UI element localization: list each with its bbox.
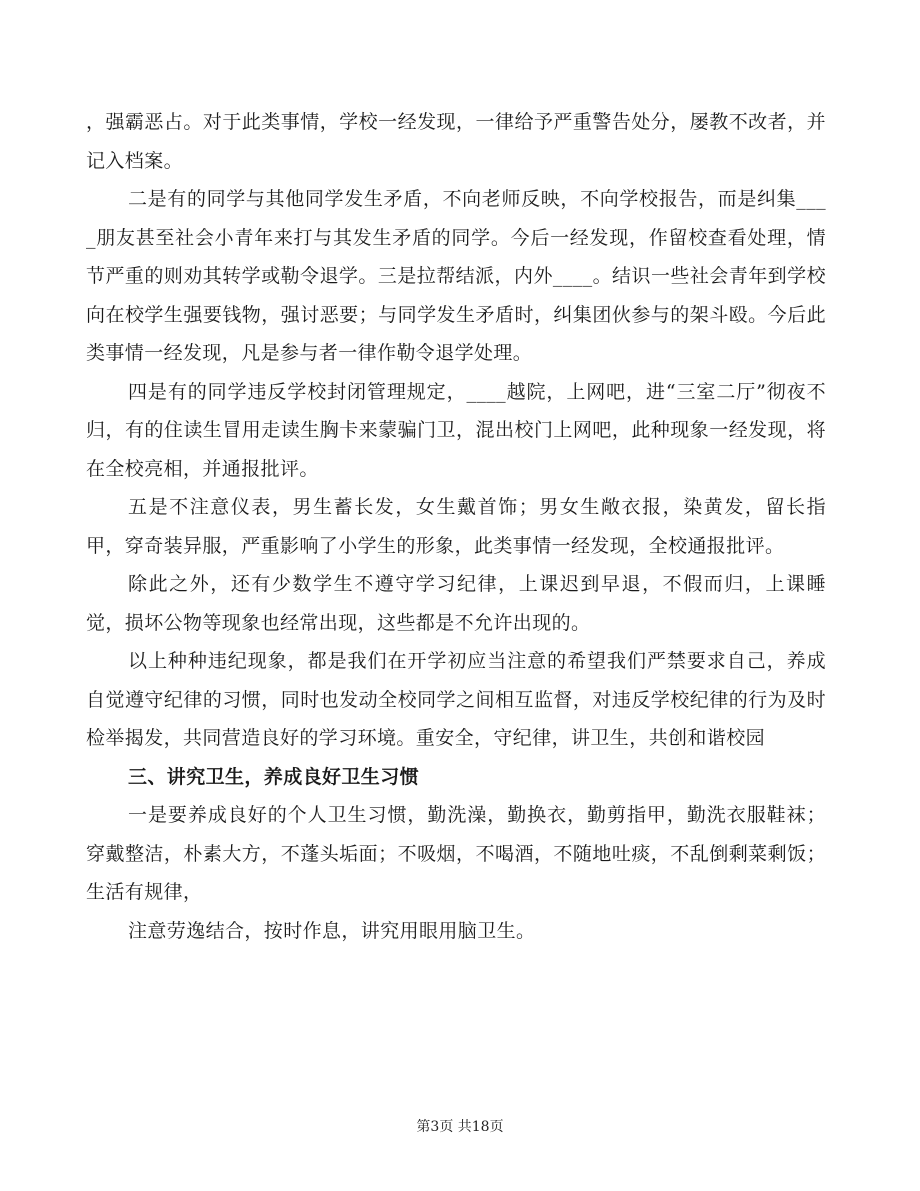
paragraph-other: 除此之外，还有少数学生不遵守学习纪律，上课迟到早退，不假而归，上课睡觉，损坏公物等现象也经常出现，这些都是不允许出现的。 <box>86 573 826 634</box>
paragraph-hygiene-1: 一是要养成良好的个人卫生习惯，勤洗澡，勤换衣，勤剪指甲，勤洗衣服鞋袜；穿戴整洁，朴素大方，不蓬头垢面；不吸烟，不喝酒，不随地吐痰，不乱倒剩菜剩饭；生活有规律， <box>86 804 826 903</box>
paragraph-hygiene-2: 注意劳逸结合，按时作息，讲究用眼用脑卫生。 <box>128 919 536 942</box>
paragraph-item-4: 四是有的同学违反学校封闭管理规定，____越院，上网吧，进“三室二厅”彻夜不归，有的住读生冒用走读生胸卡来蒙骗门卫，混出校门上网吧，此种现象一经发现，将在全校亮相，并通报批评。 <box>86 380 826 480</box>
paragraph-continuation: ，强霸恶占。对于此类事情，学校一经发现，一律给予严重警告处分，屡教不改者，并记入档案。 <box>86 111 826 172</box>
section-heading: 三、讲究卫生，养成良好卫生习惯 <box>128 765 420 788</box>
page-footer: 第3页 共18页 <box>416 1119 504 1135</box>
paragraph-item-5: 五是不注意仪表，男生蓄长发，女生戴首饰；男女生敞衣报，染黄发，留长指甲，穿奇装异服，严重影响了小学生的形象，此类事情一经发现，全校通报批评。 <box>86 496 826 557</box>
paragraph-summary: 以上种种违纪现象，都是我们在开学初应当注意的希望我们严禁要求自己，养成自觉遵守纪律的习惯，同时也发动全校同学之间相互监督，对违反学校纪律的行为及时检举揭发，共同营造良好的学习环境。重安全，守纪律，讲卫生，共创和谐校园 <box>86 650 826 749</box>
document-body <box>86 103 826 950</box>
paragraph-item-2: 二是有的同学与其他同学发生矛盾，不向老师反映，不向学校报告，而是纠集____朋友甚至社会小青年来打与其发生矛盾的同学。今后一经发现，作留校查看处理，情节严重的则劝其转学或勒令退学。三是拉帮结派，内外____。结识一些社会青年到学校向在校学生强要钱物，强讨恶要；与同学发生矛盾时，纠集团伙参与的架斗殴。今后此类事情一经发现，凡是参与者一律作勒令退学处理。 <box>86 188 826 364</box>
